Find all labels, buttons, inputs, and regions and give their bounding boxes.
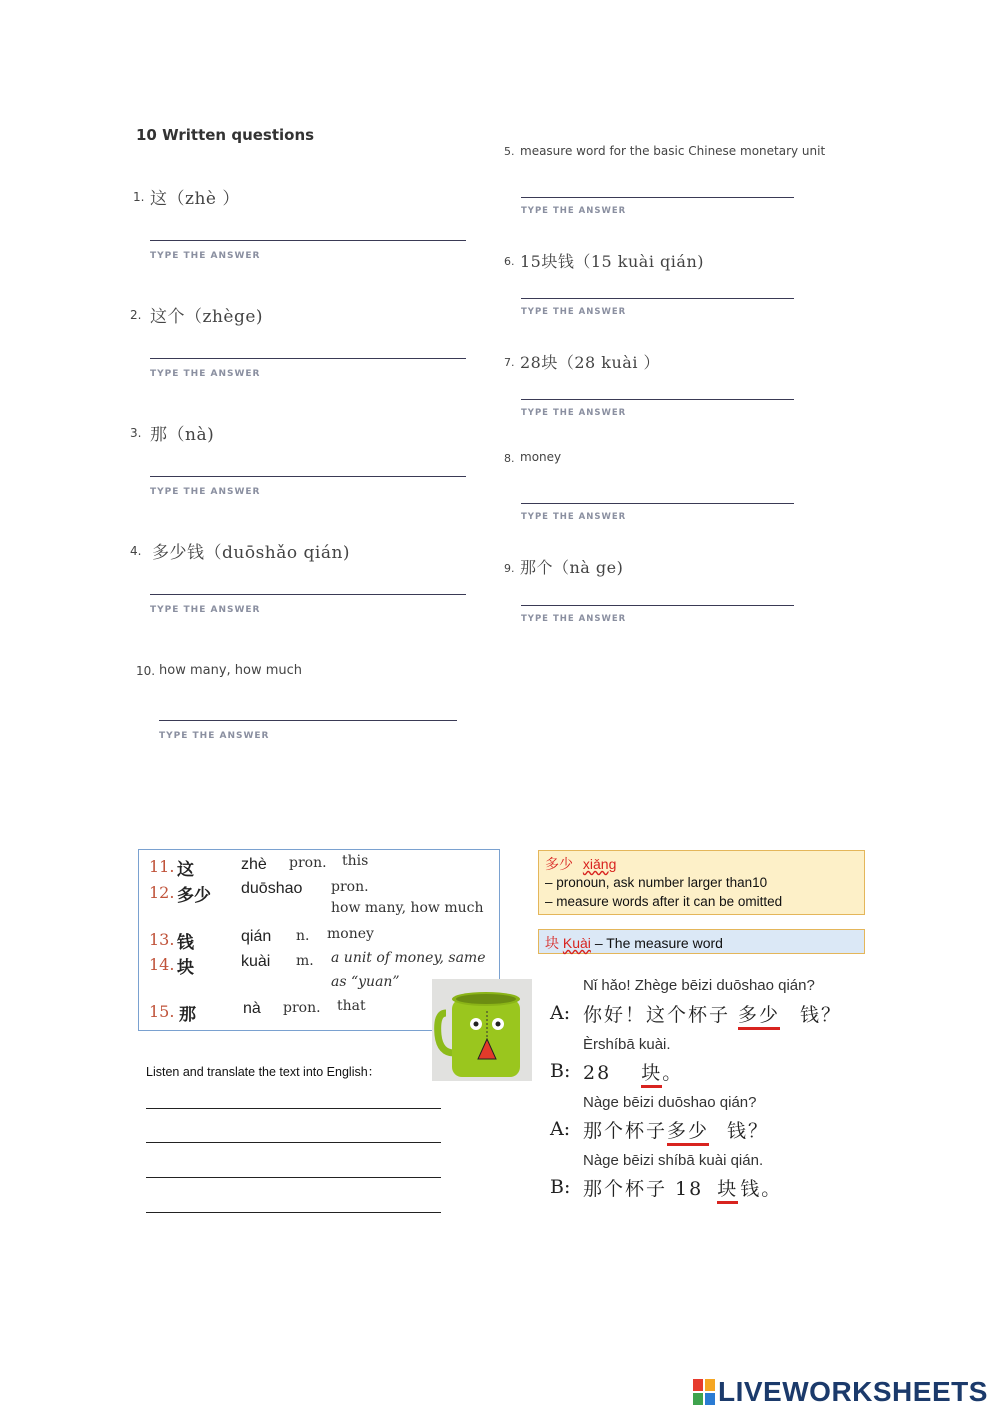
answer-hint: TYPE THE ANSWER — [150, 487, 261, 497]
duoshao-note-line-2: – measure words after it can be omitted — [545, 894, 783, 909]
dialogue-pinyin-2: Èrshíbā kuài. — [583, 1036, 671, 1053]
vocab-meaning: a unit of money, same — [331, 950, 486, 966]
question-text: 那（nà) — [150, 425, 215, 445]
duoshao-hanzi: 多少 — [545, 856, 573, 872]
answer-hint: TYPE THE ANSWER — [150, 605, 261, 615]
answer-line — [150, 476, 466, 477]
question-number: 6. — [504, 255, 515, 268]
vocab-meaning: this — [342, 853, 369, 869]
vocab-pinyin: qián — [241, 928, 272, 945]
dialogue-text: 钱。 — [740, 1178, 783, 1200]
answer-input[interactable] — [521, 481, 794, 503]
vocab-number: 14. — [149, 955, 175, 974]
brand-name: LIVEWORKSHEETS — [718, 1376, 988, 1407]
vocab-number: 11. — [149, 857, 175, 876]
question-number: 8. — [504, 452, 515, 465]
question-number: 9. — [504, 562, 515, 575]
dialogue-hanzi-3 — [583, 1116, 769, 1143]
kuai-description: – The measure word — [594, 935, 723, 951]
vocab-pos: n. — [296, 928, 310, 944]
question-text: 多少钱（duōshǎo qián) — [152, 543, 351, 563]
question-number: 10. — [136, 664, 156, 678]
vocab-hanzi: 多少 — [177, 886, 211, 906]
translation-input-1[interactable] — [146, 1086, 441, 1108]
translation-input-2[interactable] — [146, 1120, 441, 1142]
answer-hint: TYPE THE ANSWER — [521, 614, 627, 624]
vocab-number: 12. — [149, 883, 175, 902]
cup-image — [432, 979, 532, 1081]
dialogue-text: 28 — [583, 1062, 612, 1084]
duoshao-pinyin: xiǎng — [582, 856, 617, 872]
liveworksheets-logo — [693, 1376, 988, 1408]
vocab-meaning-continued: as “yuan” — [331, 974, 400, 990]
translate-prompt: Listen and translate the text into English： — [146, 1065, 381, 1079]
vocab-number: 13. — [149, 930, 175, 949]
answer-hint: TYPE THE ANSWER — [521, 307, 627, 317]
dialogue-text: 那个杯子 18 — [583, 1178, 704, 1200]
speaker-b: B: — [550, 1060, 571, 1082]
translation-line — [146, 1142, 441, 1143]
question-text: 15块钱（15 kuài qián) — [520, 252, 704, 271]
vocab-hanzi: 这 — [177, 860, 194, 880]
question-text: how many, how much — [159, 663, 303, 678]
answer-line — [521, 197, 794, 198]
question-text: 这（zhè ） — [150, 189, 240, 209]
dialogue-text: 你好！这个杯子 — [583, 1004, 731, 1026]
speaker-a: A: — [550, 1118, 571, 1140]
question-text: measure word for the basic Chinese monetary unit — [520, 144, 826, 158]
question-text: 这个（zhège) — [150, 307, 264, 327]
vocab-meaning: that — [337, 998, 366, 1014]
question-number: 5. — [504, 145, 515, 158]
answer-hint: TYPE THE ANSWER — [159, 731, 270, 741]
translation-line — [146, 1212, 441, 1213]
highlighted-word: 块 — [641, 1062, 662, 1088]
answer-input[interactable] — [521, 175, 794, 197]
answer-input[interactable] — [521, 276, 794, 298]
answer-input[interactable] — [159, 698, 457, 720]
question-number: 2. — [130, 308, 142, 322]
dialogue-hanzi-1 — [583, 1000, 842, 1027]
vocab-meaning: money — [327, 926, 374, 942]
highlighted-word: 多少 — [738, 1004, 780, 1030]
duoshao-note-line-1: – pronoun, ask number larger than10 — [545, 875, 768, 890]
dialogue-pinyin-1: Nǐ hǎo! Zhège bēizi duōshao qián? — [583, 977, 815, 994]
answer-hint: TYPE THE ANSWER — [150, 369, 261, 379]
dialogue-text: 钱？ — [727, 1120, 770, 1142]
vocab-pos: pron. — [331, 879, 369, 895]
question-number: 1. — [133, 190, 145, 204]
answer-input[interactable] — [150, 218, 466, 240]
question-number: 7. — [504, 356, 515, 369]
dialogue-text: 。 — [662, 1062, 684, 1084]
speaker-a: A: — [550, 1002, 571, 1024]
vocab-pos: pron. — [283, 1000, 321, 1016]
answer-line — [159, 720, 457, 721]
answer-input[interactable] — [150, 454, 466, 476]
translation-line — [146, 1177, 441, 1178]
duoshao-heading — [545, 854, 616, 874]
answer-input[interactable] — [521, 583, 794, 605]
answer-input[interactable] — [150, 336, 466, 358]
question-number: 4. — [130, 544, 142, 558]
cup-icon — [432, 979, 532, 1081]
answer-line — [521, 399, 794, 400]
vocab-hanzi: 那 — [179, 1005, 196, 1025]
answer-input[interactable] — [150, 572, 466, 594]
question-text: money — [520, 450, 562, 464]
question-text: 28块（28 kuài ） — [520, 353, 661, 372]
question-number: 3. — [130, 426, 142, 440]
dialogue-text: 那个杯子 — [583, 1120, 668, 1142]
answer-line — [521, 503, 794, 504]
dialogue-hanzi-2 — [583, 1058, 683, 1085]
dialogue-pinyin-4: Nàge bēizi shíbā kuài qián. — [583, 1152, 764, 1169]
answer-hint: TYPE THE ANSWER — [150, 251, 261, 261]
vocab-pos: m. — [296, 953, 314, 969]
answer-hint: TYPE THE ANSWER — [521, 408, 627, 418]
vocab-pinyin: duōshao — [241, 880, 303, 897]
vocab-meaning: how many, how much — [331, 900, 484, 916]
translation-input-3[interactable] — [146, 1155, 441, 1177]
speaker-b: B: — [550, 1176, 571, 1198]
worksheet-title: 10 Written questions — [136, 126, 315, 144]
answer-input[interactable] — [521, 377, 794, 399]
translation-input-4[interactable] — [146, 1190, 441, 1212]
vocab-number: 15. — [149, 1002, 175, 1021]
answer-line — [150, 358, 466, 359]
vocab-hanzi: 块 — [177, 958, 194, 978]
vocab-pos: pron. — [289, 855, 327, 871]
highlighted-word: 块 — [717, 1178, 738, 1204]
logo-blocks-icon — [693, 1379, 715, 1405]
vocab-hanzi: 钱 — [177, 933, 194, 953]
dialogue-pinyin-3: Nàge bēizi duōshao qián? — [583, 1094, 757, 1111]
vocab-pinyin: kuài — [241, 953, 271, 970]
vocab-pinyin: zhè — [241, 856, 267, 873]
kuai-hanzi: 块 — [545, 935, 559, 951]
duoshao-note — [538, 850, 865, 915]
answer-hint: TYPE THE ANSWER — [521, 512, 627, 522]
kuai-note-line — [545, 933, 723, 953]
vocab-pinyin: nà — [243, 1000, 261, 1017]
answer-line — [150, 240, 466, 241]
highlighted-word: 多少 — [667, 1120, 709, 1146]
answer-line — [521, 298, 794, 299]
question-text: 那个（nà ge) — [520, 558, 624, 577]
translation-line — [146, 1108, 441, 1109]
answer-hint: TYPE THE ANSWER — [521, 206, 627, 216]
answer-line — [521, 605, 794, 606]
dialogue-hanzi-4 — [583, 1174, 782, 1201]
kuai-pinyin: Kuài — [562, 935, 591, 951]
kuai-note — [538, 929, 865, 954]
dialogue-text: 钱？ — [800, 1004, 843, 1026]
answer-line — [150, 594, 466, 595]
